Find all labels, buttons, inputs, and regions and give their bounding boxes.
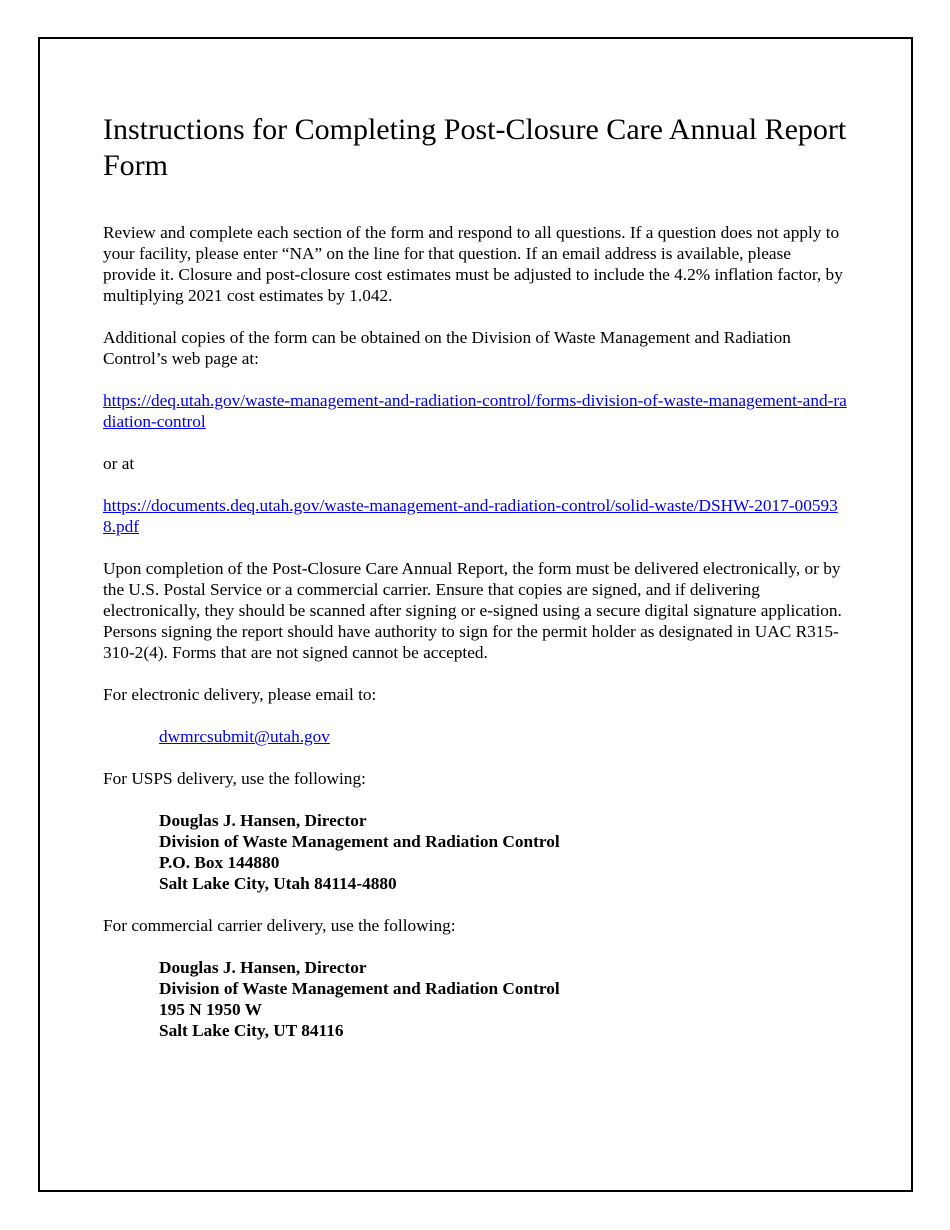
- forms-page-link[interactable]: https://deq.utah.gov/waste-management-and-radiation-control/forms-division-of-waste-management-and-radiation-control: [103, 391, 847, 431]
- carrier-address-line: 195 N 1950 W: [159, 1000, 262, 1019]
- submit-email-link[interactable]: dwmrcsubmit@utah.gov: [159, 727, 330, 746]
- electronic-delivery-intro: For electronic delivery, please email to:: [103, 685, 377, 704]
- usps-address-line: Salt Lake City, Utah 84114-4880: [159, 874, 397, 893]
- carrier-address-line: Salt Lake City, UT 84116: [159, 1021, 344, 1040]
- usps-address: [103, 810, 848, 894]
- paragraph-copies: Additional copies of the form can be obtained on the Division of Waste Management and Radiation Control’s web page at:: [103, 328, 791, 368]
- form-pdf-link[interactable]: https://documents.deq.utah.gov/waste-management-and-radiation-control/solid-waste/DSHW-2017-005938.pdf: [103, 496, 838, 536]
- carrier-address-line: Douglas J. Hansen, Director: [159, 958, 367, 977]
- document-title: Instructions for Completing Post-Closure Care Annual Report Form: [103, 113, 847, 182]
- usps-delivery-intro: For USPS delivery, use the following:: [103, 769, 366, 788]
- carrier-address: [103, 957, 848, 1041]
- or-at-text: or at: [103, 454, 135, 473]
- usps-address-line: Douglas J. Hansen, Director: [159, 811, 367, 830]
- carrier-address-line: Division of Waste Management and Radiation Control: [159, 979, 560, 998]
- carrier-delivery-intro: For commercial carrier delivery, use the following:: [103, 916, 456, 935]
- pdf-link-paragraph: [103, 495, 848, 537]
- paragraph-completion: Upon completion of the Post-Closure Care Annual Report, the form must be delivered electronically, or by the U.S. Postal Service or a commercial carrier. Ensure that copies are signed, and if delivering electronically, they should be scanned after signing or e-signed using a secure digital signature application. Persons signing the report should have authority to sign for the permit holder as designated in UAC R315-310-2(4). Forms that are not signed cannot be accepted.: [103, 559, 842, 662]
- paragraph-review: Review and complete each section of the form and respond to all questions. If a question does not apply to your facility, please enter “NA” on the line for that question. If an email address is available, please provide it. Closure and post-closure cost estimates must be adjusted to include the 4.2% inflation factor, by multiplying 2021 cost estimates by 1.042.: [103, 223, 843, 305]
- usps-address-line: Division of Waste Management and Radiation Control: [159, 832, 560, 851]
- email-paragraph: [103, 726, 848, 747]
- forms-link-paragraph: [103, 390, 848, 432]
- usps-address-line: P.O. Box 144880: [159, 853, 280, 872]
- document-body: [103, 112, 848, 1041]
